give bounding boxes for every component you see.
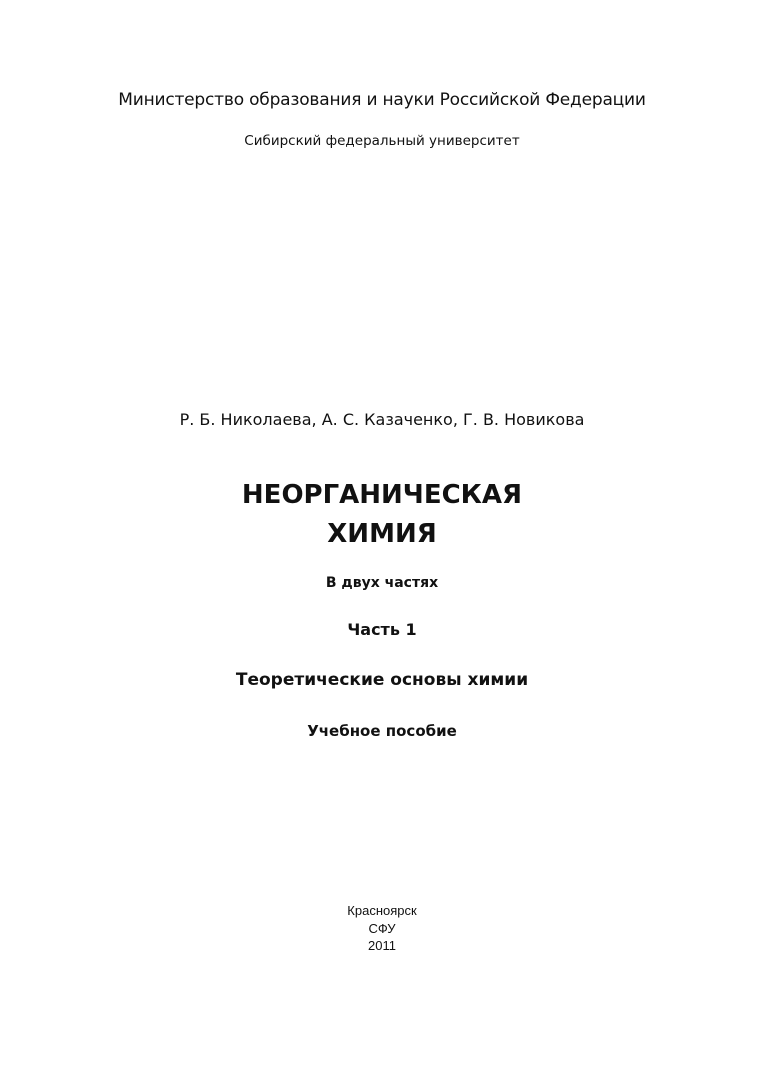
- parts-note: В двух частях: [325, 575, 439, 591]
- publication-type: Учебное пособие: [307, 722, 457, 740]
- part-number: Часть 1: [347, 620, 417, 639]
- imprint-year: 2011: [368, 938, 396, 953]
- imprint-publisher: СФУ: [368, 920, 396, 936]
- university-name: Сибирский федеральный университет: [244, 133, 520, 149]
- subtitle: Теоретические основы химии: [235, 670, 529, 690]
- authors: Р. Б. Николаева, А. С. Казаченко, Г. В. Новикова: [179, 410, 585, 429]
- imprint: [0, 902, 764, 955]
- book-title: [0, 476, 764, 554]
- imprint-city: Красноярск: [347, 903, 417, 918]
- ministry-name: Министерство образования и науки Российской Федерации: [118, 90, 646, 110]
- book-title-line-2: ХИМИЯ: [327, 519, 437, 549]
- book-title-line-1: НЕОРГАНИЧЕСКАЯ: [241, 480, 523, 510]
